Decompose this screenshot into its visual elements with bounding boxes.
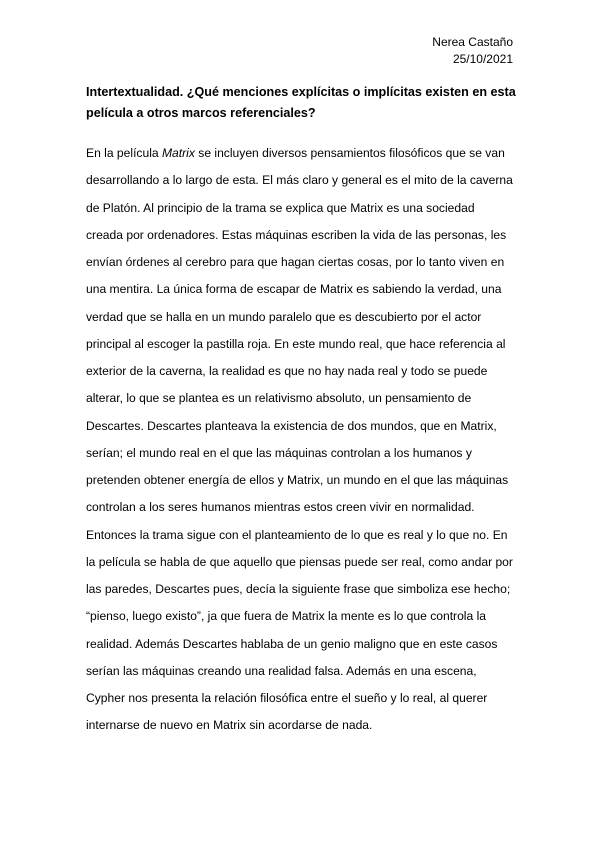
essay-line: serían las máquinas creando una realidad falsa. Además en una escena, [86,663,477,678]
question-line: película a otros marcos referenciales? [86,105,316,120]
film-title: Matrix [161,146,195,160]
question-heading [86,82,526,123]
essay-line: Descartes. Descartes planteava la existencia de dos mundos, que en Matrix, [86,418,497,433]
essay-line: exterior de la caverna, la realidad es que no hay nada real y todo se puede [86,364,488,378]
essay-text: se incluyen diversos pensamientos filosóficos que se van [194,146,505,160]
essay-line: creada por ordenadores. Estas máquinas escriben la vida de las personas, les [86,227,507,242]
essay-line [86,140,526,167]
essay-line: envían órdenes al cerebro para que hagan ciertas cosas, por lo tanto viven en [86,255,505,269]
author-name: Nerea Castaño [432,35,513,49]
essay-line: verdad que se halla en un mundo paralelo que es descubierto por el actor [86,309,482,324]
essay-line: desarrollando a lo largo de esta. El más claro y general es el mito de la caverna [86,173,513,188]
essay-line: pretenden obtener energía de ellos y Matrix, un mundo en el que las máquinas [86,473,509,487]
essay-line: de Platón. Al principio de la trama se explica que Matrix es una sociedad [86,200,475,215]
essay-line: internarse de nuevo en Matrix sin acordarse de nada. [86,718,373,733]
essay-line: controlan a los seres humanos mientras estos creen vivir en normalidad. [86,500,475,515]
essay-line: Cypher nos presenta la relación filosófica entre el sueño y lo real, al querer [86,691,488,705]
essay-line: realidad. Además Descartes hablaba de un genio maligno que en este casos [86,636,498,651]
essay-text: En la película [86,146,162,160]
document-date: 25/10/2021 [452,52,513,66]
essay-line: una mentira. La única forma de escapar de Matrix es sabiendo la verdad, una [86,282,502,297]
essay-line: Entonces la trama sigue con el planteamiento de lo que es real y lo que no. En [86,527,508,542]
essay-line: las paredes, Descartes pues, decía la siguiente frase que simboliza ese hecho; [86,582,511,596]
essay-paragraph [86,140,526,740]
essay-line: serían; el mundo real en el que las máquinas controlan a los humanos y [86,445,472,460]
question-line: Intertextualidad. ¿Qué menciones explícitas o implícitas existen en esta [86,85,516,99]
document-header [432,34,513,68]
essay-line: la película se habla de que aquello que piensas puede ser real, como andar por [86,554,513,569]
essay-line: “pienso, luego existo”, ja que fuera de Matrix la mente es lo que controla la [86,609,486,624]
essay-line: principal al escoger la pastilla roja. En este mundo real, que hace referencia al [86,336,506,351]
essay-line: alterar, lo que se plantea es un relativismo absoluto, un pensamiento de [86,391,472,406]
